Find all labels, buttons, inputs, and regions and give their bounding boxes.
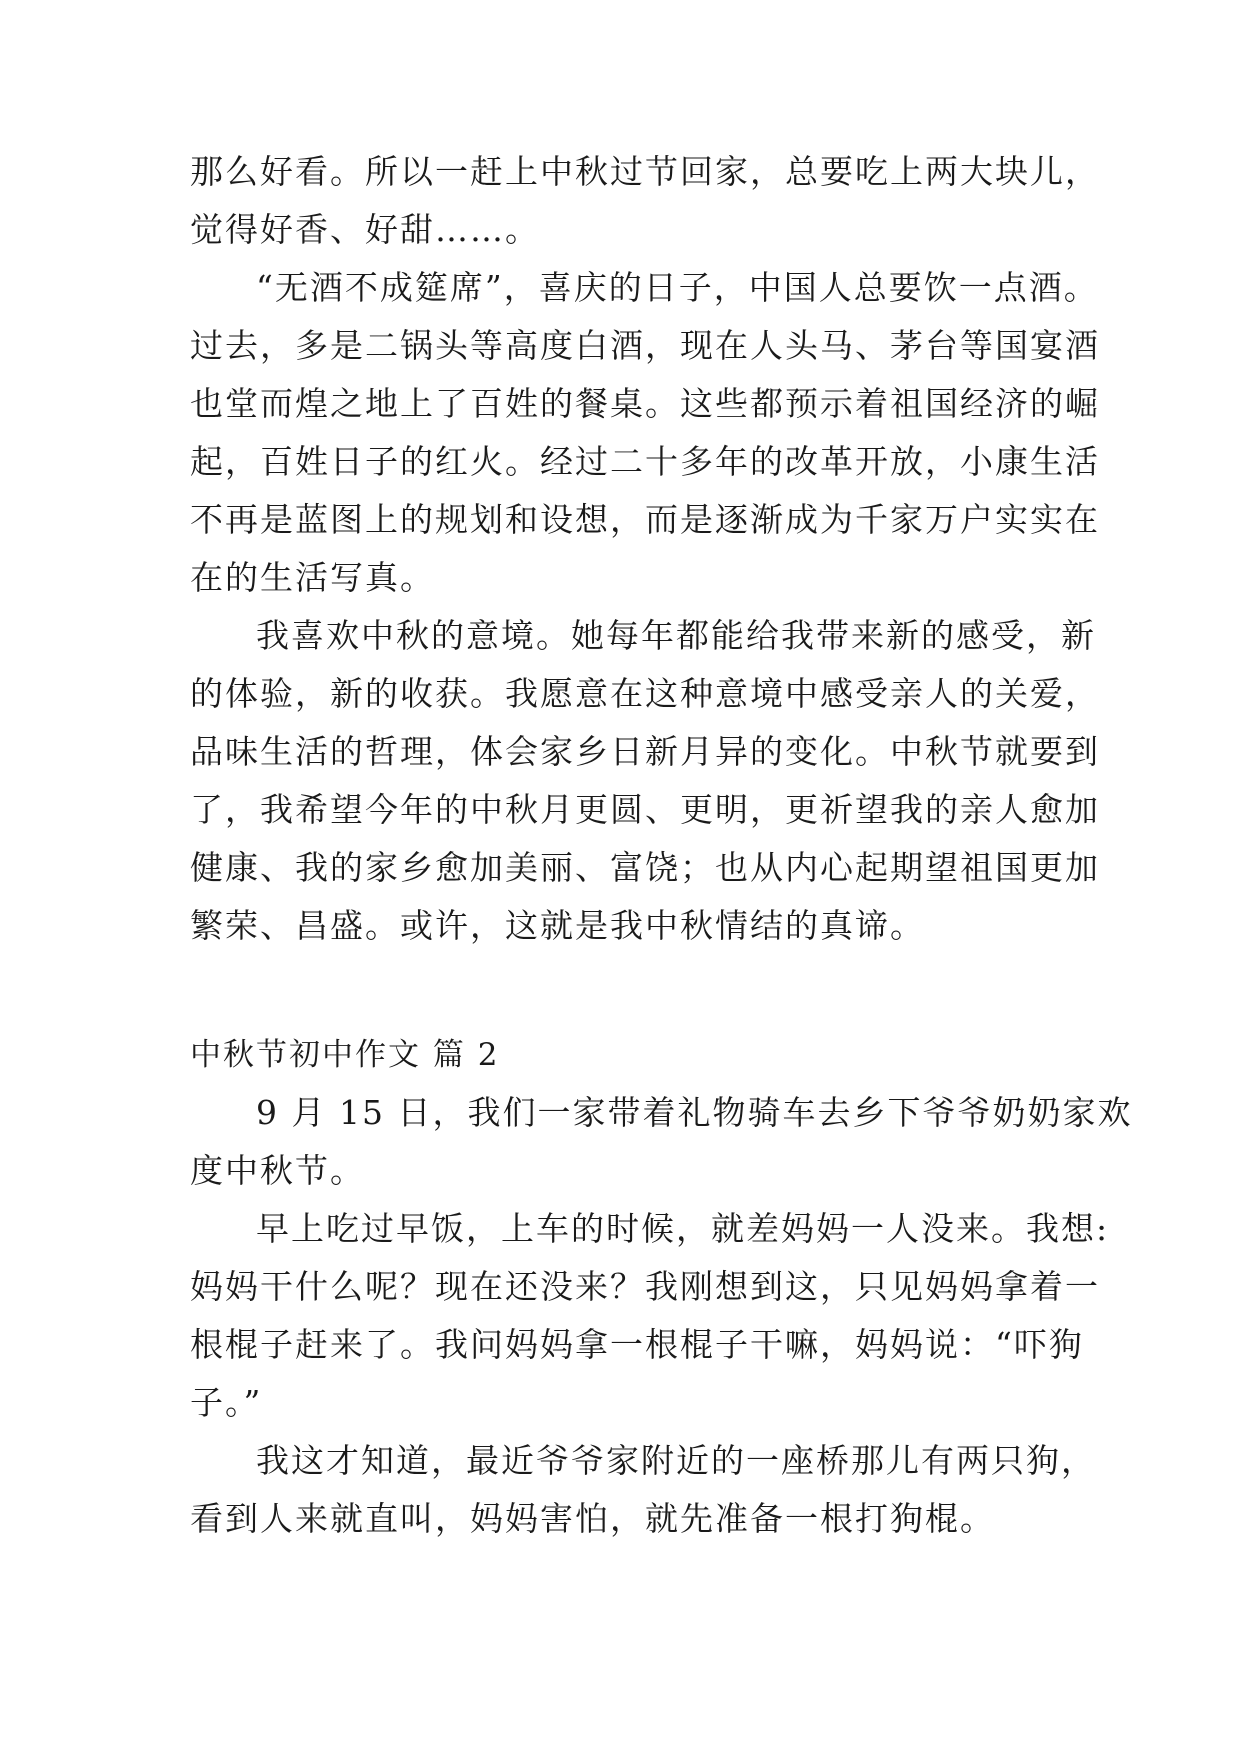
text-line: 那么好看。所以一赶上中秋过节回家，总要吃上两大块儿， <box>190 152 1100 191</box>
text-line: 在的生活写真。 <box>190 558 435 597</box>
text-line: 我喜欢中秋的意境。她每年都能给我带来新的感受，新 <box>256 616 1096 655</box>
text-line: “无酒不成筵席”，喜庆的日子，中国人总要饮一点酒。 <box>256 268 1099 307</box>
text-line: 看到人来就直叫，妈妈害怕，就先准备一根打狗棍。 <box>190 1499 995 1538</box>
text-line: 我这才知道，最近爷爷家附近的一座桥那儿有两只狗， <box>256 1441 1096 1480</box>
text-line: 繁荣、昌盛。或许，这就是我中秋情结的真谛。 <box>190 906 925 945</box>
text-line: 9 月 15 日，我们一家带着礼物骑车去乡下爷爷奶奶家欢 <box>256 1093 1133 1132</box>
text-line: 起，百姓日子的红火。经过二十多年的改革开放，小康生活 <box>190 442 1100 481</box>
text-line: 过去，多是二锅头等高度白酒，现在人头马、茅台等国宴酒 <box>190 326 1100 365</box>
text-line: 健康、我的家乡愈加美丽、富饶；也从内心起期望祖国更加 <box>190 848 1100 887</box>
text-line: 早上吃过早饭，上车的时候，就差妈妈一人没来。我想: <box>256 1209 1110 1248</box>
text-line: 根棍子赶来了。我问妈妈拿一根棍子干嘛，妈妈说：“吓狗 <box>190 1325 1084 1364</box>
text-line: 妈妈干什么呢？现在还没来？我刚想到这，只见妈妈拿着一 <box>190 1267 1100 1306</box>
text-line: 也堂而煌之地上了百姓的餐桌。这些都预示着祖国经济的崛 <box>190 384 1100 423</box>
text-line: 子。” <box>190 1383 263 1422</box>
text-line: 了，我希望今年的中秋月更圆、更明，更祈望我的亲人愈加 <box>190 790 1100 829</box>
text-line: 的体验，新的收获。我愿意在这种意境中感受亲人的关爱， <box>190 674 1100 713</box>
text-line: 不再是蓝图上的规划和设想，而是逐渐成为千家万户实实在 <box>190 500 1100 539</box>
text-line: 度中秋节。 <box>190 1151 365 1190</box>
text-line: 觉得好香、好甜……。 <box>190 210 540 249</box>
text-line: 品味生活的哲理，体会家乡日新月异的变化。中秋节就要到 <box>190 732 1100 771</box>
section-heading: 中秋节初中作文 篇 2 <box>190 1037 500 1073</box>
